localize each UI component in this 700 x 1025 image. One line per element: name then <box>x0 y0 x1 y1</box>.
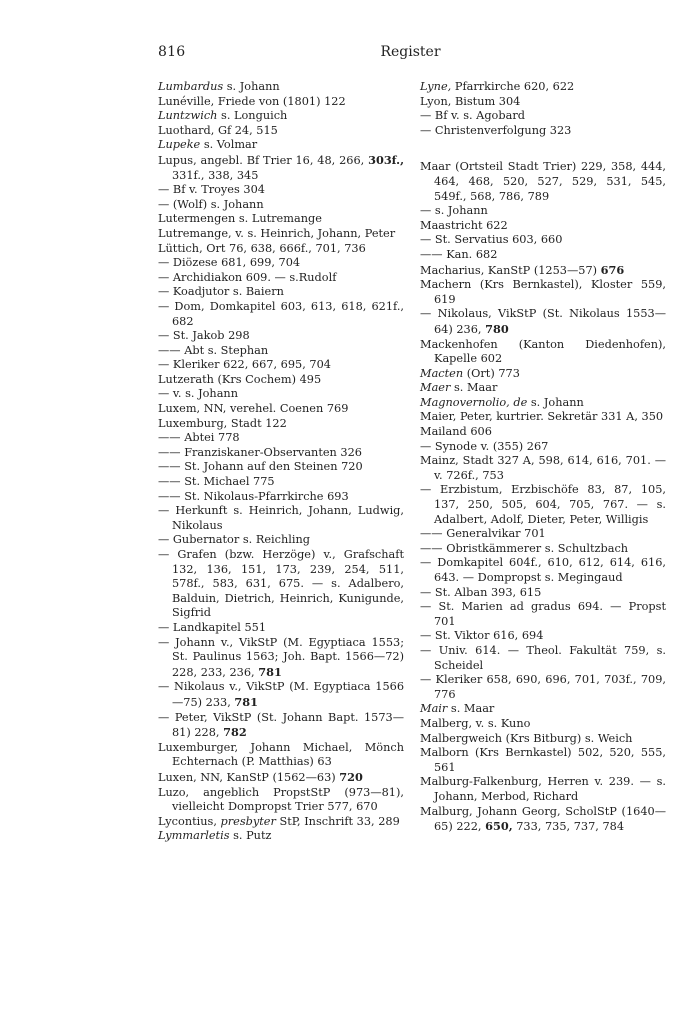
index-entry <box>158 475 404 490</box>
index-entry <box>158 124 404 139</box>
index-entry <box>420 702 666 717</box>
index-entry-dash: —— <box>158 475 185 489</box>
index-entry-text: Obristkämmerer s. Schultzbach <box>446 541 629 555</box>
index-entry <box>420 278 666 307</box>
index-entry <box>158 285 404 300</box>
index-entry-text: Diözese 681, 699, 704 <box>172 256 301 270</box>
index-entry-text: 781 <box>234 694 259 709</box>
index-entry <box>420 644 666 673</box>
index-entry-text: Lupeke <box>158 138 201 152</box>
index-entry <box>158 300 404 329</box>
index-entry <box>420 80 666 95</box>
index-entry <box>420 396 666 411</box>
index-entry-text: 331f., 338, 345 <box>172 168 259 182</box>
index-entry-text: Mailand 606 <box>420 425 492 439</box>
index-entry-text: 650, <box>485 819 513 834</box>
index-entry <box>158 786 404 815</box>
index-entry-text: Malburg, Johann Georg, ScholStP (1640—65) 222, <box>420 804 666 834</box>
index-entry <box>158 460 404 475</box>
index-entry-dash: — <box>158 548 178 561</box>
index-entry-text: Luxem, NN, verehel. Coenen 769 <box>158 402 349 416</box>
index-entry-dash: — <box>420 204 435 218</box>
index-entry <box>158 329 404 344</box>
index-entry-text: Nikolaus, VikStP (St. Nikolaus 1553—64) 236, <box>434 307 666 336</box>
index-entry <box>420 425 666 440</box>
index-entry-dash: — <box>420 233 435 247</box>
index-entry <box>158 256 404 271</box>
index-entry <box>420 410 666 425</box>
index-entry-text: Luxemburg, Stadt 122 <box>158 416 287 430</box>
index-entry <box>158 711 404 741</box>
index-entry <box>158 533 404 548</box>
index-entry <box>158 829 404 844</box>
index-entry-text: Lymmarletis <box>158 829 230 843</box>
index-entry-text: Maastricht 622 <box>420 218 508 232</box>
index-entry <box>420 483 666 527</box>
index-entry <box>420 219 666 234</box>
index-entry-dash: — <box>158 635 176 649</box>
index-entry <box>158 621 404 636</box>
index-entry <box>158 242 404 257</box>
index-entry-text: (Ort) 773 <box>463 366 520 380</box>
index-entry-text: Bf v. Troyes 304 <box>172 183 265 197</box>
index-entry-text: Pfarrkirche 620, 622 <box>451 80 575 93</box>
index-entry-text: Mair <box>420 702 448 716</box>
index-entry-text: Machern (Krs Bernkastel), Kloster 559, 619 <box>420 278 666 306</box>
index-entry-text: St. Alban 393, 615 <box>434 585 542 599</box>
index-entry-text: Landkapitel 551 <box>172 620 267 634</box>
index-entry-text: Erzbistum, Erzbischöfe 83, 87, 105, 137, 250, 505, 604, 705, 767. — s. Adalbert, Adolf, Dieter, Peter, Willigis <box>434 483 666 526</box>
index-entry <box>158 212 404 227</box>
index-entry-text: Luntzwich <box>158 109 218 123</box>
index-entry-dash: — <box>158 680 175 694</box>
index-entry-dash: —— <box>158 431 185 445</box>
index-entry-dash: — <box>420 483 441 497</box>
index-entry <box>158 446 404 461</box>
index-entry-dash: — <box>158 183 173 197</box>
index-entry-text: St. Marien ad gradus 694. — Propst 701 <box>434 600 666 628</box>
index-entry-text: Generalvikar 701 <box>446 527 546 541</box>
index-entry-text: Dom, Domkapitel 603, 613, 618, 621f., 682 <box>172 299 404 328</box>
index-entry-text: s. Volmar <box>200 138 258 152</box>
index-entry-text: Grafen (bzw. Herzöge) v., Grafschaft 132, 136, 151, 173, 239, 254, 511, 578f., 583, 631, 675. — s. Adalbero, Balduin, Dietrich, Heinrich, Kunigunde, Sigfrid <box>172 548 404 620</box>
index-entry-text: Kleriker 622, 667, 695, 704 <box>172 358 331 372</box>
index-entry <box>420 527 666 542</box>
index-entry-text: presbyter <box>220 814 276 828</box>
index-entry <box>420 673 666 702</box>
index-entry-text: Maer <box>420 381 451 395</box>
index-entry <box>420 95 666 110</box>
index-entry <box>158 344 404 359</box>
index-entry-text: Malberg, v. s. Kuno <box>420 716 531 730</box>
index-entry-text: v. s. Johann <box>172 387 238 401</box>
index-entry-text: s. Maar <box>447 702 495 716</box>
index-entry <box>420 307 666 337</box>
index-entry-text: Franziskaner-Observanten 326 <box>184 445 362 459</box>
index-entry-text: 781 <box>258 664 282 679</box>
index-entry-dash: —— <box>158 445 185 459</box>
index-entry <box>158 138 404 153</box>
index-entry-text: s. Johann <box>434 204 488 218</box>
index-entry-text: Lycontius, <box>158 814 221 828</box>
index-entry <box>158 741 404 770</box>
index-entry-text: Bf v. s. Agobard <box>434 109 525 123</box>
index-entry-text: Lumbardus <box>158 80 224 93</box>
index-column-left <box>158 80 404 844</box>
index-entry-text: Magnovernolio, de <box>420 395 528 409</box>
index-entry <box>158 431 404 446</box>
index-entry <box>420 233 666 248</box>
index-entry-text: Johann v., VikStP (M. Egyptiaca 1553; St. Paulinus 1563; Joh. Bapt. 1566—72) 228, 233, 236, <box>172 635 405 679</box>
index-entry-dash: — <box>420 673 436 687</box>
index-entry-text: Lutremange, v. s. Heinrich, Johann, Peter <box>158 226 396 240</box>
index-entry-text: 676 <box>600 262 625 277</box>
index-entry <box>158 636 404 681</box>
index-entry-dash: —— <box>158 489 185 503</box>
index-entry-text: Nikolaus v., VikStP (M. Egyptiaca 1566—75) 233, <box>172 680 404 709</box>
index-entry <box>420 338 666 367</box>
index-entry-text: Maier, Peter, kurtrier. Sekretär 331 A, 350 <box>420 410 664 424</box>
index-entry-text: Lyne, <box>420 80 452 93</box>
index-entry-dash: —— <box>158 460 185 474</box>
index-entry <box>158 770 404 786</box>
index-entry-dash: — <box>420 123 435 137</box>
index-entry <box>158 504 404 533</box>
index-entry <box>158 387 404 402</box>
index-entry-dash: — <box>420 629 435 643</box>
index-entry-text: Lüttich, Ort 76, 638, 666f., 701, 736 <box>158 241 366 255</box>
page-number: 816 <box>158 44 186 60</box>
index-entry-text: Herkunft s. Heinrich, Johann, Ludwig, Nikolaus <box>172 504 404 532</box>
index-entry-text: 782 <box>223 725 247 740</box>
index-entry-dash: — <box>158 329 173 343</box>
index-entry <box>420 717 666 732</box>
index-entry <box>420 381 666 396</box>
index-entry-text: St. Jakob 298 <box>172 329 250 343</box>
index-entry <box>420 556 666 585</box>
index-entry-text: Maar (Ortsteil Stadt Trier) 229, 358, 444, 464, 468, 520, 527, 529, 531, 545, 549f., 568, 786, 789 <box>420 160 666 203</box>
index-entry <box>158 548 404 621</box>
index-entry <box>420 109 666 124</box>
index-entry-text: Malborn (Krs Bernkastel) 502, 520, 555, 561 <box>420 746 666 774</box>
index-entry-text: Luzo, angeblich PropstStP (973—81), vielleicht Dompropst Trier 577, 670 <box>158 785 404 814</box>
page-header <box>158 44 663 64</box>
index-entry-text: 720 <box>339 769 363 784</box>
index-entry-dash: — <box>158 387 173 401</box>
index-entry-dash: —— <box>420 527 447 541</box>
index-entry-dash: — <box>158 620 173 634</box>
index-entry <box>158 153 404 183</box>
index-entry-text: St. Johann auf den Steinen 720 <box>184 460 363 474</box>
index-entry <box>420 586 666 601</box>
index-entry <box>420 440 666 455</box>
index-entry <box>420 746 666 775</box>
index-entry-text: Luxen, NN, KanStP (1562—63) <box>158 770 340 784</box>
index-entry <box>420 124 666 139</box>
index-entry-dash: — <box>158 299 175 313</box>
index-entry <box>420 454 666 483</box>
index-entry-text: Univ. 614. — Theol. Fakultät 759, s. Scheidel <box>434 643 667 672</box>
index-entry <box>158 490 404 505</box>
index-entry-dash: — <box>420 643 439 657</box>
index-entry <box>420 542 666 557</box>
index-entry-dash: —— <box>420 541 447 555</box>
index-entry-dash: — <box>158 710 175 724</box>
index-entry-text: Peter, VikStP (St. Johann Bapt. 1573—81) 228, <box>172 710 405 740</box>
index-entry-text: St. Viktor 616, 694 <box>434 629 544 643</box>
index-entry-text: Kan. 682 <box>446 247 498 261</box>
index-entry-text: Mackenhofen (Kanton Diedenhofen), Kapelle 602 <box>420 337 666 366</box>
index-column-right <box>420 80 666 835</box>
index-entry-dash: — <box>158 256 173 270</box>
index-entry <box>420 263 666 279</box>
index-entry-dash: — <box>158 533 173 547</box>
running-title: Register <box>380 44 441 60</box>
index-entry-text: 733, 735, 737, 784 <box>512 820 625 834</box>
index-entry-dash: — <box>420 600 439 614</box>
index-entry-text: (Wolf) s. Johann <box>172 197 264 211</box>
index-entry-text: Lutzerath (Krs Cochem) 495 <box>158 372 322 386</box>
index-entry-text: s. Maar <box>450 381 498 395</box>
index-entry <box>158 109 404 124</box>
index-entry-text: 780 <box>485 321 509 336</box>
index-entry-dash: — <box>158 270 173 284</box>
index-entry <box>158 80 404 95</box>
index-entry <box>158 227 404 242</box>
index-entry-text: Luothard, Gf 24, 515 <box>158 123 278 137</box>
index-entry-text: Abt s. Stephan <box>184 343 269 357</box>
index-entry <box>158 417 404 432</box>
index-entry <box>420 629 666 644</box>
index-entry-text: Mainz, Stadt 327 A, 598, 614, 616, 701. — v. 726f., 753 <box>420 454 666 482</box>
index-entry <box>420 775 666 804</box>
index-entry-text: Christenverfolgung 323 <box>434 123 572 137</box>
index-entry-text: St. Michael 775 <box>184 475 275 489</box>
index-entry-dash: — <box>158 197 173 211</box>
index-letter-gap <box>420 138 666 160</box>
index-entry-text: Malburg-Falkenburg, Herren v. 239. — s. Johann, Merbod, Richard <box>420 775 666 803</box>
index-entry-text: Malbergweich (Krs Bitburg) s. Weich <box>420 731 633 745</box>
index-entry <box>158 95 404 110</box>
index-entry <box>420 805 666 835</box>
index-entry-dash: — <box>420 585 435 599</box>
index-entry <box>420 160 666 204</box>
index-entry-text: St. Nikolaus-Pfarrkirche 693 <box>184 489 349 503</box>
index-entry-text: Domkapitel 604f., 610, 612, 614, 616, 643. — Dompropst s. Megingaud <box>434 556 666 584</box>
index-entry-text: Abtei 778 <box>184 431 240 445</box>
index-entry <box>158 680 404 710</box>
index-entry-dash: — <box>158 358 173 372</box>
index-entry-text: s. Putz <box>229 829 272 843</box>
index-entry <box>158 402 404 417</box>
index-entry-text: Kleriker 658, 690, 696, 701, 703f., 709, 776 <box>434 673 666 701</box>
index-entry-text: Synode v. (355) 267 <box>434 439 549 453</box>
index-entry-dash: — <box>420 109 435 123</box>
index-entry-text: Koadjutor s. Baiern <box>172 285 284 299</box>
index-entry-text: Lyon, Bistum 304 <box>420 94 521 108</box>
index-entry <box>158 183 404 198</box>
index-entry <box>158 373 404 388</box>
index-entry-text: Archidiakon 609. — s.Rudolf <box>172 270 337 284</box>
index-entry-dash: — <box>158 285 173 299</box>
index-entry-text: s. Johann <box>527 395 584 409</box>
index-entry-text: Luxemburger, Johann Michael, Mönch Echternach (P. Matthias) 63 <box>158 740 404 769</box>
index-entry <box>158 271 404 286</box>
index-entry-text: StP, Inschrift 33, 289 <box>275 814 400 828</box>
index-entry-text: Lupus, angebl. Bf Trier 16, 48, 266, <box>158 153 369 167</box>
index-entry-dash: —— <box>420 247 447 261</box>
index-entry-dash: — <box>420 307 438 321</box>
index-entry-text: Lutermengen s. Lutremange <box>158 212 322 226</box>
index-entry-text: Macharius, KanStP (1253—57) <box>420 263 601 277</box>
index-entry <box>158 815 404 830</box>
index-entry-text: Gubernator s. Reichling <box>172 533 310 547</box>
index-entry <box>420 248 666 263</box>
index-entry-text: s. Johann <box>223 80 280 93</box>
index-entry <box>158 198 404 213</box>
index-entry <box>420 367 666 382</box>
index-entry-dash: —— <box>158 343 185 357</box>
index-entry-dash: — <box>158 504 176 518</box>
index-entry <box>158 358 404 373</box>
index-entry <box>420 732 666 747</box>
index-entry-text: St. Servatius 603, 660 <box>434 233 563 247</box>
index-entry-dash: — <box>420 556 438 570</box>
index-entry-dash: — <box>420 439 435 453</box>
index-entry <box>420 204 666 219</box>
index-entry-text: 303f., <box>368 152 404 167</box>
index-entry <box>420 600 666 629</box>
index-entry-text: Macten <box>420 366 464 380</box>
index-entry-text: Lunéville, Friede von (1801) 122 <box>158 94 346 108</box>
index-entry-text: s. Longuich <box>217 109 288 123</box>
